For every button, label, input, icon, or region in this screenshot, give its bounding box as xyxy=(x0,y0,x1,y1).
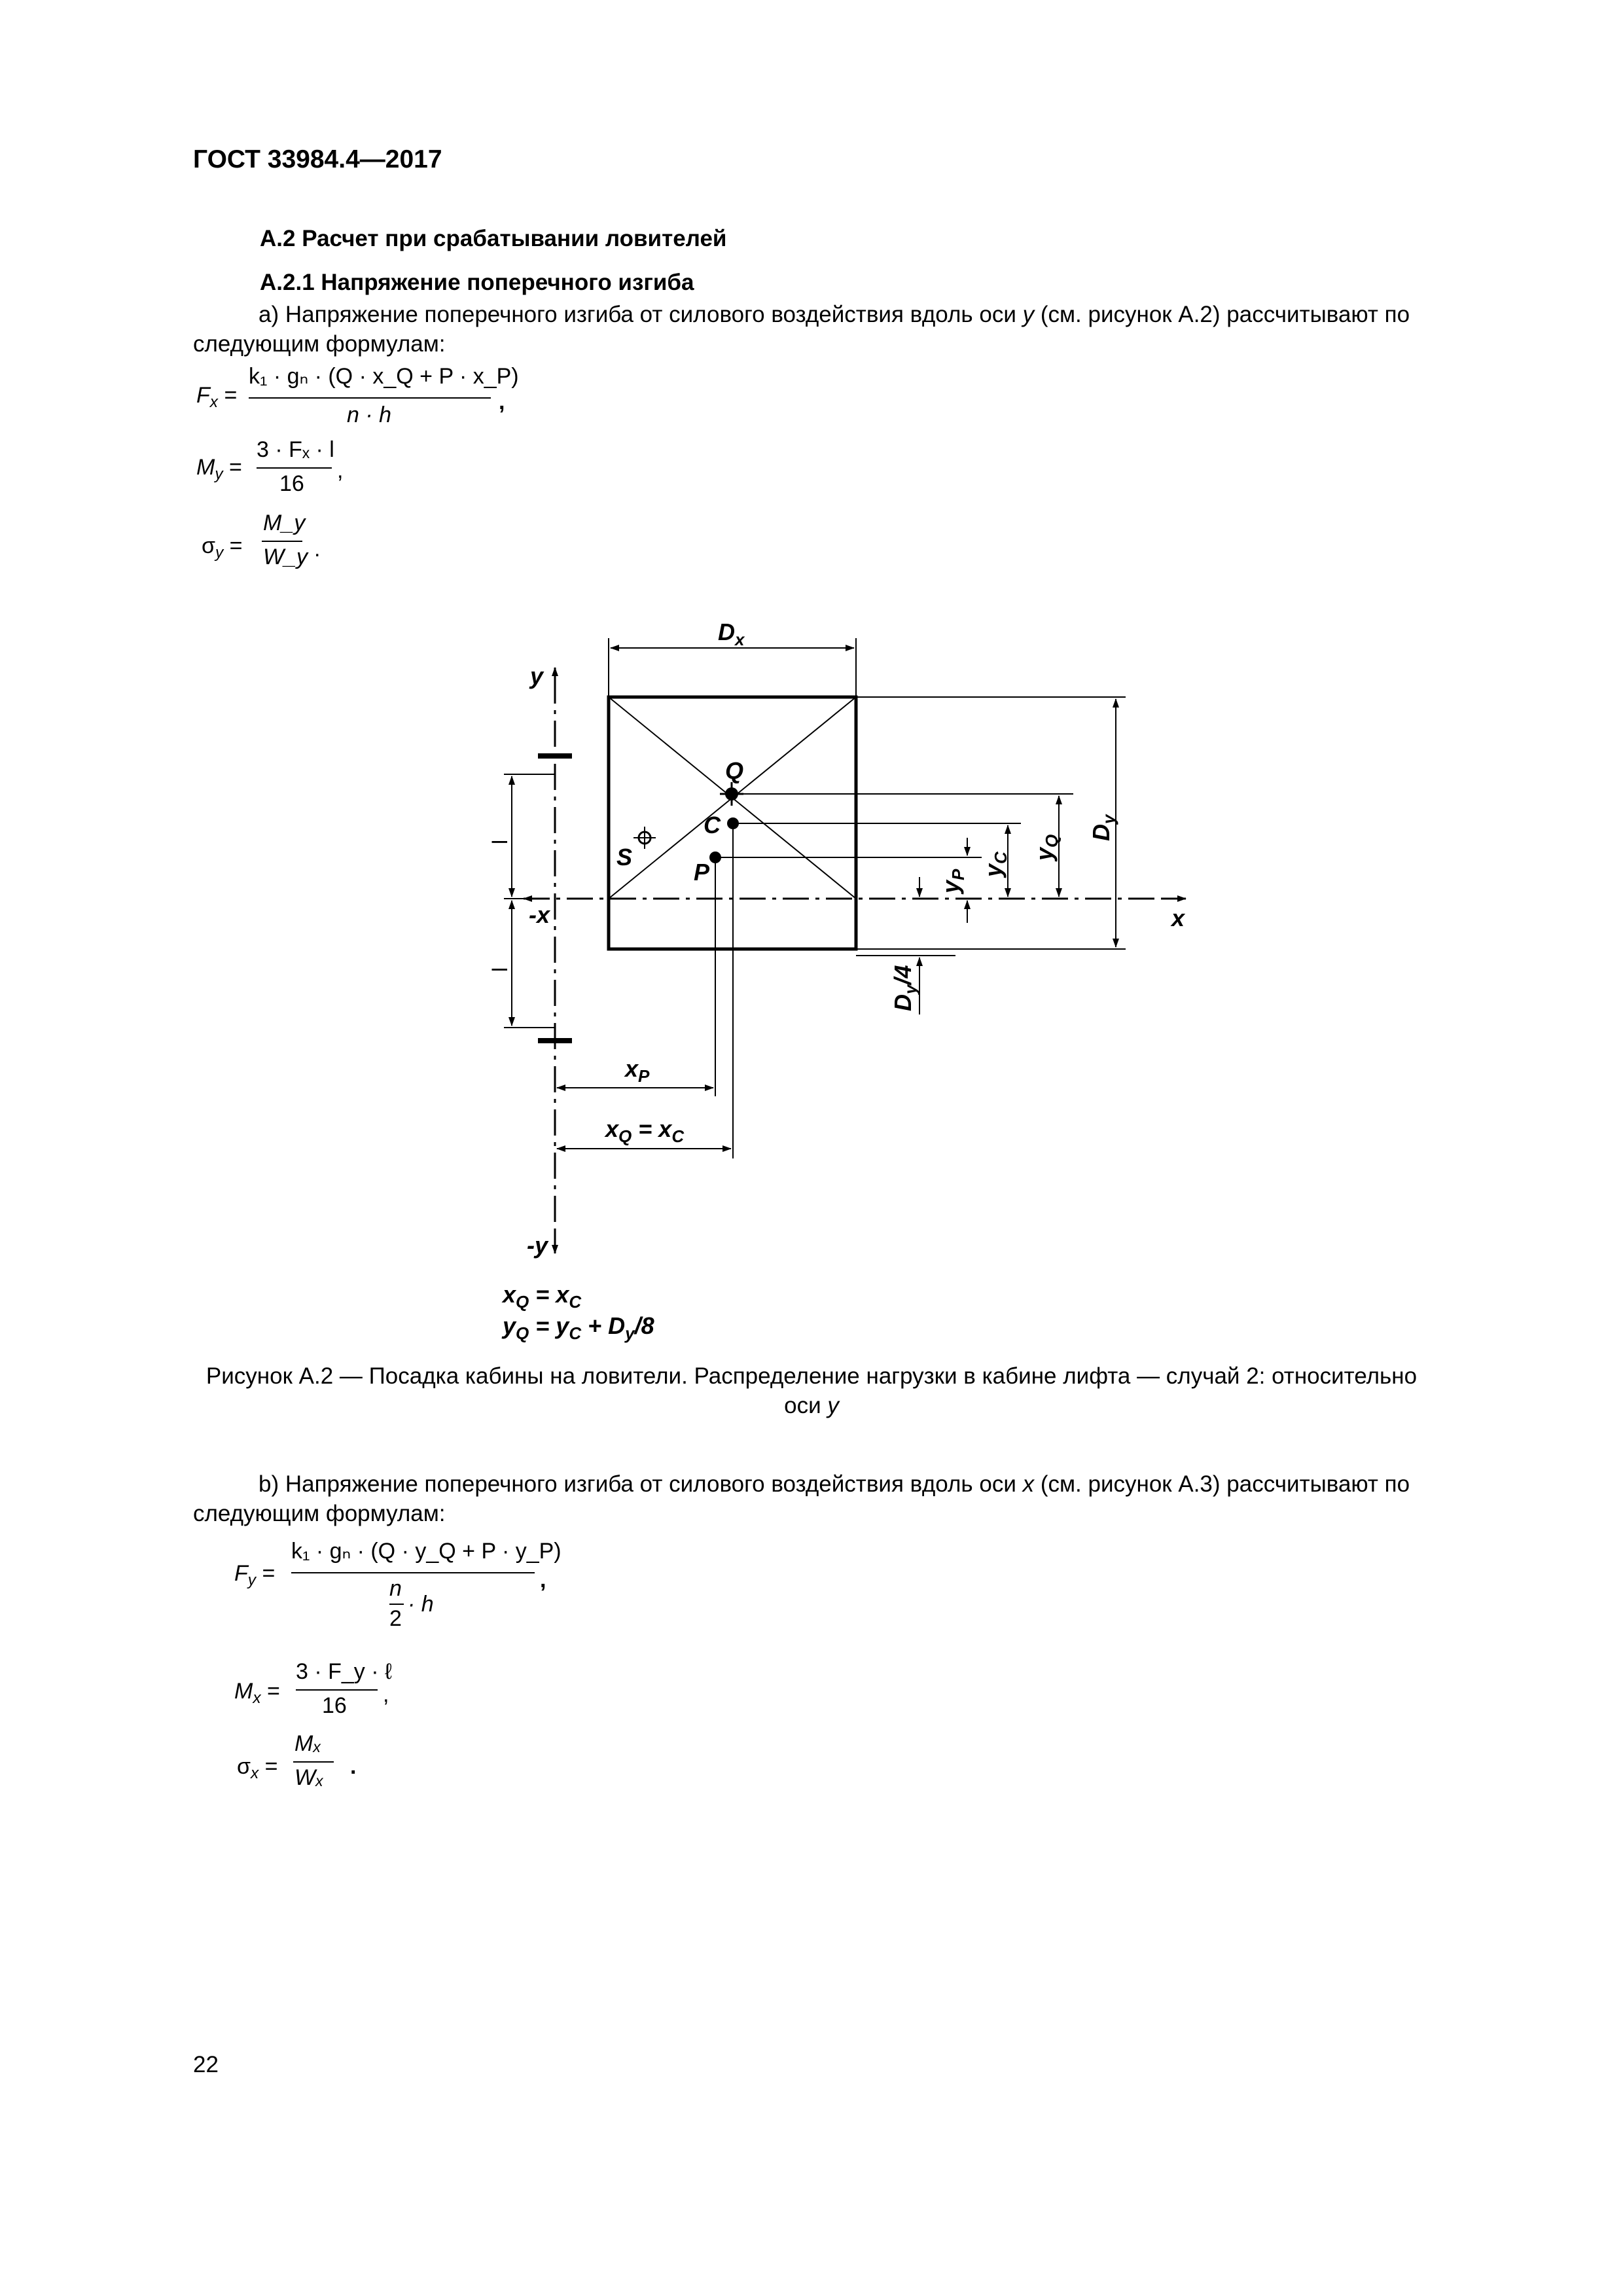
document-header: ГОСТ 33984.4—2017 xyxy=(193,145,442,173)
formula-fx-denominator: n · h xyxy=(347,403,392,427)
label-l-top: l xyxy=(488,839,512,844)
note-xq-xc: $x_Q = x_C$ xyxy=(503,1281,582,1312)
formula-fy-bar xyxy=(291,1572,535,1573)
paragraph-b-text-2: (см. рисунок А.3) рассчитывают по следующим формулам: xyxy=(193,1471,1410,1526)
paragraph-b xyxy=(193,1469,1492,1528)
formula-sy-period: . xyxy=(314,537,321,562)
label-dy4: $D_y/4$ xyxy=(889,965,920,1011)
label-s: S xyxy=(616,844,633,870)
formula-mx-denominator: 16 xyxy=(322,1693,347,1718)
formula-sx-period: . xyxy=(350,1754,357,1779)
formula-fx-lhs: $F_x$ = xyxy=(196,383,238,411)
note-yq-yc: $y_Q = y_C + D_y/8$ xyxy=(503,1312,654,1343)
formula-mx-numerator: 3 · F_y · ℓ xyxy=(296,1659,393,1684)
formula-my-comma: , xyxy=(337,458,344,483)
label-x: x xyxy=(1171,905,1185,931)
label-xp: $x_P$ xyxy=(625,1055,650,1086)
label-xq-xc: $x_Q = x_C$ xyxy=(605,1115,685,1146)
formula-mx-comma: , xyxy=(383,1682,389,1707)
formula-fy-inner-bar xyxy=(389,1604,404,1605)
label-y: y xyxy=(530,662,544,689)
formula-sy-numerator: M_y xyxy=(263,511,306,535)
label-p: P xyxy=(694,859,710,886)
section-a21-title: А.2.1 Напряжение поперечного изгиба xyxy=(260,270,694,295)
formula-fx-comma: , xyxy=(499,389,505,414)
figure-caption-line-2: оси у xyxy=(784,1393,839,1418)
label-yp: $y_P$ xyxy=(937,869,968,893)
formula-mx-bar xyxy=(296,1689,378,1691)
label-dy: $D_y$ xyxy=(1088,814,1118,841)
formula-sx-denominator: Wₓ xyxy=(294,1765,325,1790)
formula-sx-bar xyxy=(293,1761,334,1763)
paragraph-b-axis: х xyxy=(1022,1471,1035,1497)
formula-fx-numerator: k₁ · gₙ · (Q · x_Q + P · x_P) xyxy=(249,364,519,389)
label-neg-y: -y xyxy=(527,1232,548,1259)
formula-sy-denominator: W_y xyxy=(263,545,308,569)
paragraph-a-axis: у xyxy=(1022,302,1035,327)
label-neg-x: -x xyxy=(529,901,550,928)
page-number: 22 xyxy=(193,2052,219,2077)
label-l-bottom: l xyxy=(488,967,512,972)
figure-caption xyxy=(190,1361,1433,1420)
paragraph-b-text-1: b) Напряжение поперечного изгиба от силового воздействия вдоль оси xyxy=(259,1471,1023,1497)
label-dx: $D_x$ xyxy=(718,619,745,649)
formula-mx-lhs: $M_x$ = xyxy=(234,1679,280,1707)
paragraph-a-text-2: (см. рисунок А.2) рассчитывают по следующим формулам: xyxy=(193,302,1410,357)
section-a2-title: А.2 Расчет при срабатывании ловителей xyxy=(260,226,727,251)
formula-my-numerator: 3 · Fₓ · l xyxy=(257,437,334,462)
formula-fy-lhs: $F_y$ = xyxy=(234,1561,276,1589)
formula-my-denominator: 16 xyxy=(279,471,304,496)
label-yq: $y_Q$ xyxy=(1031,834,1061,861)
formula-fy-denominator: n 2 · h xyxy=(389,1576,434,1631)
formula-sx-numerator: Mₓ xyxy=(294,1731,322,1756)
formula-fy-numerator: k₁ · gₙ · (Q · y_Q + P · y_P) xyxy=(291,1539,562,1564)
formula-sy-lhs: $\sigma_y$ = xyxy=(202,533,243,562)
figure-caption-line-1: Рисунок А.2 — Посадка кабины на ловители. Распределение нагрузки в кабине лифта — случай 2: относительно xyxy=(205,1363,1418,1389)
label-q: Q xyxy=(725,757,744,784)
formula-sx-lhs: $\sigma_x$ = xyxy=(237,1754,278,1782)
label-c: C xyxy=(704,812,721,838)
formula-fy-comma: , xyxy=(540,1568,546,1592)
formula-my-lhs: $M_y$ = xyxy=(196,455,242,483)
paragraph-a-text-1: а) Напряжение поперечного изгиба от силового воздействия вдоль оси xyxy=(259,302,1023,327)
label-yc: $y_C$ xyxy=(980,852,1010,877)
